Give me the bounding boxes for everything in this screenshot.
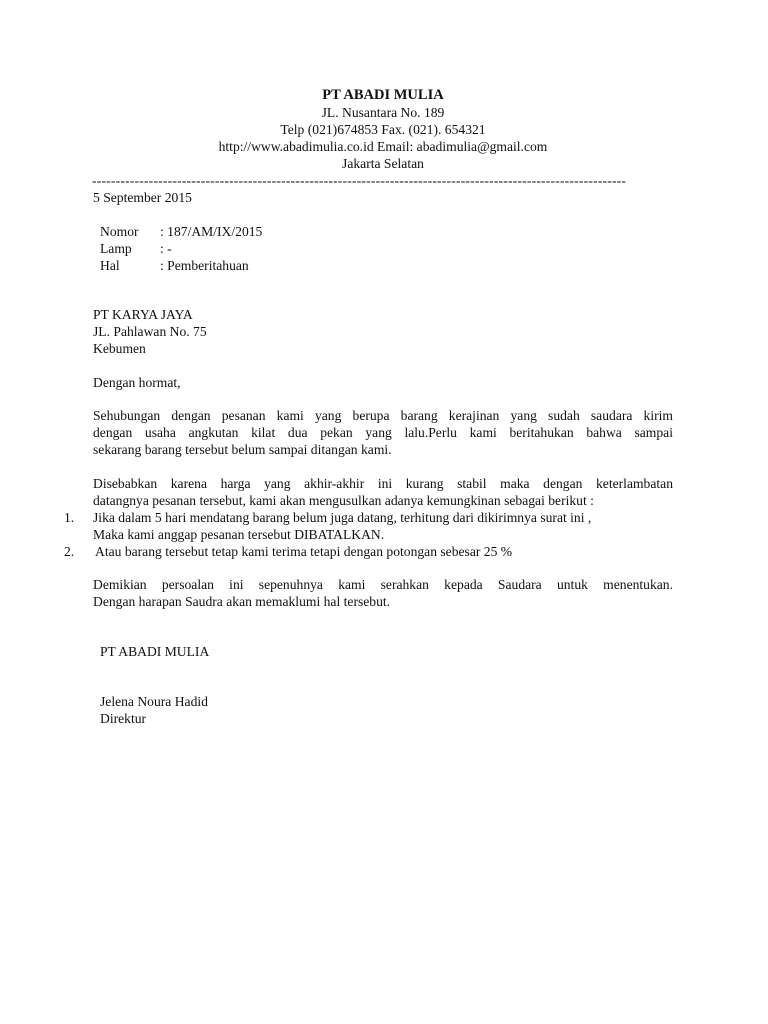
meta-label-nomor: Nomor [100, 224, 139, 239]
recipient-city: Kebumen [93, 341, 146, 356]
letterhead-phone-fax: Telp (021)674853 Fax. (021). 654321 [280, 122, 486, 137]
recipient-address: JL. Pahlawan No. 75 [93, 324, 207, 339]
paragraph-line: Demikian persoalan ini sepenuhnya kami serahkan kepada Saudara untuk menentukan. [93, 577, 673, 592]
list-item-1-line-2: Maka kami anggap pesanan tersebut DIBATALKAN. [93, 527, 385, 542]
letterhead-city: Jakarta Selatan [342, 156, 424, 171]
list-item-2-line-1: Atau barang tersebut tetap kami terima tetapi dengan potongan sebesar 25 % [95, 544, 513, 559]
meta-label-lamp: Lamp [100, 241, 132, 256]
paragraph-line: Dengan harapan Saudra akan memaklumi hal tersebut. [93, 594, 391, 609]
paragraph-line: Disebabkan karena harga yang akhir-akhir ini kurang stabil maka dengan keterlambatan [93, 476, 673, 491]
letterhead-divider: ----------------------------------------------------------------------------------------------------------------- [92, 173, 627, 188]
paragraph-line: sekarang barang tersebut belum sampai ditangan kami. [93, 442, 392, 457]
greeting: Dengan hormat, [93, 375, 181, 390]
paragraph-line: dengan usaha angkutan kilat dua pekan yang lalu.Perlu kami beritahukan bahwa sampai [93, 425, 673, 440]
list-number-1: 1. [64, 510, 75, 525]
meta-value-hal: : Pemberitahuan [160, 258, 249, 273]
letter-date: 5 September 2015 [93, 190, 192, 205]
meta-value-nomor: : 187/AM/IX/2015 [160, 224, 263, 239]
meta-label-hal: Hal [100, 258, 120, 273]
paragraph-line: Sehubungan dengan pesanan kami yang berupa barang kerajinan yang sudah saudara kirim [93, 408, 673, 423]
letterhead-company: PT ABADI MULIA [322, 87, 444, 103]
paragraph-1 [93, 407, 673, 458]
signer-position: Direktur [100, 711, 147, 726]
recipient-name: PT KARYA JAYA [93, 307, 193, 322]
meta-value-lamp: : - [160, 241, 172, 256]
list-item-1-line-1: Jika dalam 5 hari mendatang barang belum juga datang, terhitung dari dikirimnya surat ini , [93, 510, 592, 525]
paragraph-3 [93, 576, 673, 610]
paragraph-line: datangnya pesanan tersebut, kami akan mengusulkan adanya kemungkinan sebagai berikut : [93, 493, 594, 508]
letterhead-address: JL. Nusantara No. 189 [321, 105, 445, 120]
signer-name: Jelena Noura Hadid [100, 694, 208, 709]
letterhead-web-email: http://www.abadimulia.co.id Email: abadimulia@gmail.com [218, 139, 548, 154]
paragraph-2 [93, 475, 673, 509]
closing-company: PT ABADI MULIA [100, 644, 210, 659]
list-number-2: 2. [64, 544, 75, 559]
